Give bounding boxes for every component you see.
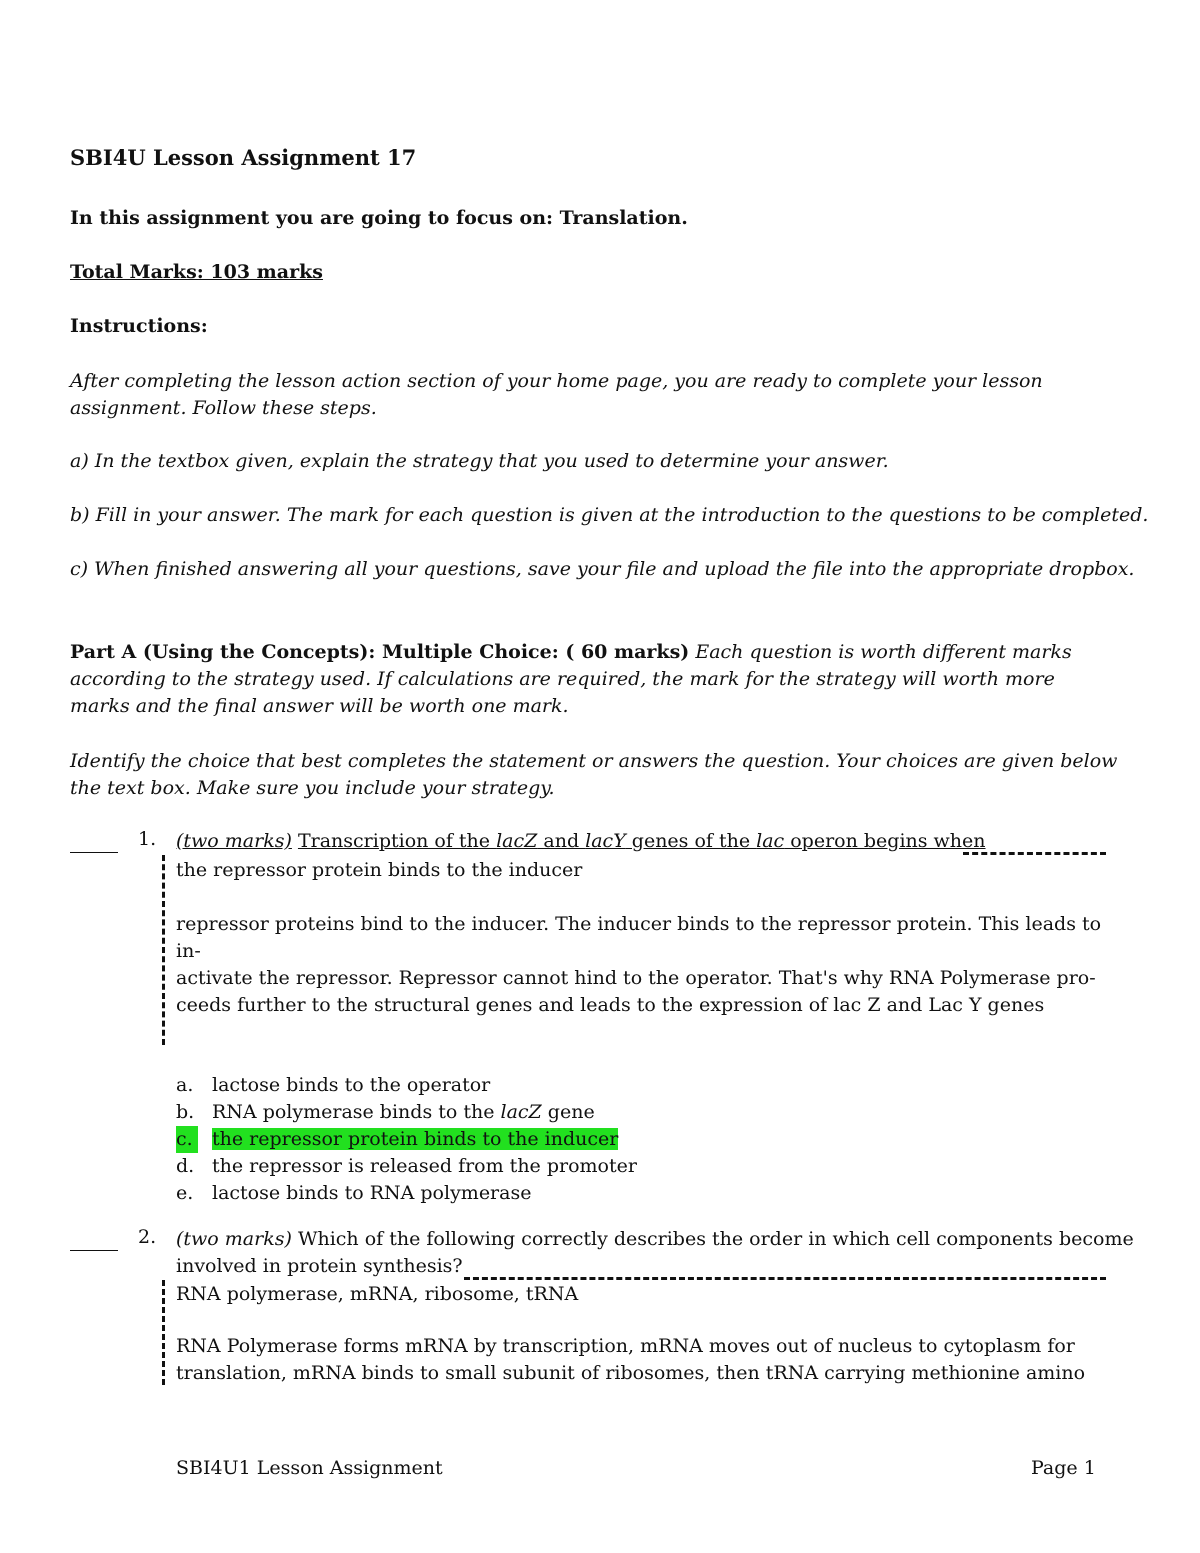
option-e[interactable]: e. lactose binds to RNA polymerase (176, 1182, 532, 1204)
part-a-heading: Part A (Using the Concepts): Multiple Choice: ( 60 marks) (70, 641, 690, 663)
option-b[interactable]: b. RNA polymerase binds to the lacZ gene (176, 1101, 595, 1123)
step-a: a) In the textbox given, explain the strategy that you used to determine your answer. (70, 450, 889, 472)
question-number: 1. (138, 828, 157, 850)
identify-note: Identify the choice that best completes the statement or answers the question. Your choices are given below the text box. Make sure you include your strategy. (70, 750, 1118, 799)
step-c: c) When finished answering all your questions, save your file and upload the file into the appropriate dropbox. (70, 558, 1135, 580)
part-a-note: Each question is worth different marks according to the strategy used. If calculations are required, the mark for the strategy will worth more marks and the final answer will be worth one mark. (70, 641, 1072, 717)
focus-line: In this assignment you are going to focus on: Translation. (70, 207, 688, 229)
answer-blank-1[interactable] (70, 852, 118, 853)
question-marks: (two marks) (176, 830, 292, 852)
answer-blank-2[interactable] (70, 1250, 118, 1251)
answer-box-left-border (162, 855, 165, 1045)
instructions-heading: Instructions: (70, 315, 208, 337)
footer-page-number: Page 1 (1031, 1457, 1096, 1479)
footer-left: SBI4U1 Lesson Assignment (176, 1457, 443, 1479)
step-b: b) Fill in your answer. The mark for each question is given at the introduction to the questions to be completed. (70, 504, 1149, 526)
answer-box-left-border (162, 1280, 165, 1385)
answer-box-top-border (464, 1277, 1106, 1280)
page-title: SBI4U Lesson Assignment 17 (70, 145, 417, 170)
instructions-intro: After completing the lesson action section of your home page, you are ready to complete your lesson assignment. Follow these steps. (70, 370, 1043, 419)
question-1-text: (two marks) Transcription of the lacZ and lacY genes of the lac operon begins when (176, 830, 986, 852)
answer-box-2-answer[interactable]: RNA polymerase, mRNA, ribosome, tRNA (176, 1283, 579, 1305)
part-a-intro (70, 639, 1120, 720)
question-2-text: (two marks) Which of the following correctly describes the order in which cell components become involved in protein synthesis? (176, 1228, 1134, 1277)
option-d[interactable]: d. the repressor is released from the promoter (176, 1155, 637, 1177)
answer-box-1-strategy[interactable]: repressor proteins bind to the inducer. The inducer binds to the repressor protein. This leads to in- activate the repressor. Repressor cannot hind to the operator. That's why RNA Polymerase pro- ceeds further to the structural genes and leads to the expression of lac Z and Lac Y genes (176, 913, 1102, 1016)
option-c-selected[interactable]: c. the repressor protein binds to the inducer (176, 1126, 618, 1153)
question-number: 2. (138, 1226, 157, 1248)
answer-box-2-strategy[interactable]: RNA Polymerase forms mRNA by transcription, mRNA moves out of nucleus to cytoplasm for translation, mRNA binds to small subunit of ribosomes, then tRNA carrying methionine amino (176, 1335, 1086, 1384)
answer-box-top-border (963, 852, 1106, 855)
total-marks: Total Marks: 103 marks (70, 261, 323, 283)
question-marks: (two marks) (176, 1228, 292, 1250)
answer-box-1-answer[interactable]: the repressor protein binds to the inducer (176, 859, 583, 881)
option-a[interactable]: a. lactose binds to the operator (176, 1074, 491, 1096)
